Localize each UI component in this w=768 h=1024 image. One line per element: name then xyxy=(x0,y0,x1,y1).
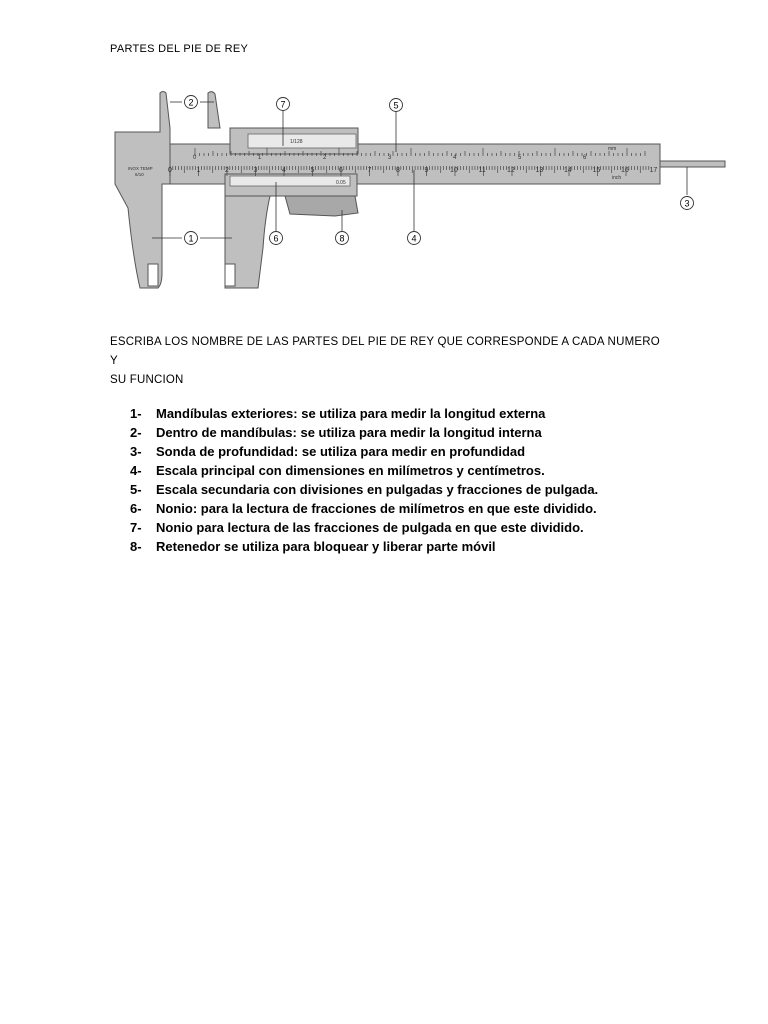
inch-label: 6 xyxy=(583,155,587,161)
list-item xyxy=(130,423,598,442)
list-item xyxy=(130,461,598,480)
svg-text:7: 7 xyxy=(280,99,286,110)
mm-unit-label: mm xyxy=(608,146,617,152)
svg-text:4: 4 xyxy=(411,233,417,244)
inch-label: 3 xyxy=(388,155,392,161)
svg-text:8: 8 xyxy=(339,233,345,244)
moving-upper-jaw xyxy=(208,92,220,128)
list-item xyxy=(130,442,598,461)
callout-3 xyxy=(681,197,694,210)
item-text: Escala secundaria con divisiones en pulgadas y fracciones de pulgada. xyxy=(156,482,599,497)
mm-label: 8 xyxy=(396,167,400,174)
item-text: Retenedor se utiliza para bloquear y liberar parte móvil xyxy=(156,539,496,554)
page-title: PARTES DEL PIE DE REY xyxy=(110,43,249,55)
inch-label: 1 xyxy=(258,155,262,161)
item-number: 4- xyxy=(130,463,142,478)
callout-6 xyxy=(270,232,283,245)
item-number: 3- xyxy=(130,444,142,459)
item-text: Mandíbulas exteriores: se utiliza para medir la longitud externa xyxy=(156,406,546,421)
list-item xyxy=(130,480,598,499)
mm-label: 4 xyxy=(282,167,286,174)
list-item xyxy=(130,537,598,556)
svg-text:2: 2 xyxy=(188,97,194,108)
mm-label: 5 xyxy=(310,167,315,174)
question-text xyxy=(110,333,670,390)
mm-label: 6 xyxy=(339,167,343,174)
item-text: Dentro de mandíbulas: se utiliza para medir la longitud interna xyxy=(156,425,542,440)
mm-label: 1 xyxy=(196,167,201,174)
vernier-top-value: 1/128 xyxy=(290,139,303,145)
callout-5 xyxy=(390,99,403,112)
item-number: 6- xyxy=(130,501,142,516)
question-line-2: SU FUNCION xyxy=(110,374,184,386)
item-text: Escala principal con dimensiones en milímetros y centímetros. xyxy=(156,463,545,478)
mm-label: 10 xyxy=(450,167,458,174)
list-item xyxy=(130,404,598,423)
lock-screw xyxy=(285,196,358,216)
mm-label: 11 xyxy=(478,167,486,174)
inch-label: 2 xyxy=(323,155,327,161)
callout-1 xyxy=(185,232,198,245)
mm-label: 16 xyxy=(621,167,629,174)
question-line-1: ESCRIBA LOS NOMBRE DE LAS PARTES DEL PIE DE REY QUE CORRESPONDE A CADA NUMERO Y xyxy=(110,336,660,367)
fixed-jaw xyxy=(115,92,170,289)
jaw-text-2: 6/10 xyxy=(135,172,144,177)
item-number: 2- xyxy=(130,425,142,440)
mm-label: 15 xyxy=(592,167,601,174)
item-number: 7- xyxy=(130,520,142,535)
mm-label: 0 xyxy=(168,167,172,174)
caliper-diagram xyxy=(100,88,740,298)
mm-label: 13 xyxy=(535,167,544,174)
list-item xyxy=(130,499,598,518)
inch-label: 0 xyxy=(193,155,197,161)
depth-rod xyxy=(660,161,725,167)
item-text: Nonio: para la lectura de fracciones de milímetros en que este dividido. xyxy=(156,501,597,516)
mm-label: 12 xyxy=(507,167,515,174)
callout-2 xyxy=(185,96,198,109)
mm-label: 7 xyxy=(367,167,372,174)
mm-label: 14 xyxy=(564,167,572,174)
item-number: 1- xyxy=(130,406,142,421)
mm-label: 9 xyxy=(424,167,429,174)
svg-text:6: 6 xyxy=(273,233,279,244)
callout-7 xyxy=(277,98,290,111)
list-item xyxy=(130,518,598,537)
answer-list xyxy=(130,404,598,556)
svg-text:5: 5 xyxy=(393,100,399,111)
vernier-bottom-value: 0.05 xyxy=(336,180,346,186)
inch-label: 5 xyxy=(518,155,522,161)
inch-unit-label: inch xyxy=(612,175,622,181)
main-beam xyxy=(115,144,660,184)
jaw-text: INOX TEMP xyxy=(128,166,153,171)
svg-text:1: 1 xyxy=(188,233,194,244)
item-number: 5- xyxy=(130,482,142,497)
svg-text:3: 3 xyxy=(684,198,690,209)
item-number: 8- xyxy=(130,539,142,554)
callout-8 xyxy=(336,232,349,245)
mm-label: 17 xyxy=(649,167,658,174)
mm-label: 2 xyxy=(225,167,229,174)
item-text: Sonda de profundidad: se utiliza para medir en profundidad xyxy=(156,444,526,459)
callout-4 xyxy=(408,232,421,245)
mm-label: 3 xyxy=(253,167,258,174)
item-text: Nonio para lectura de las fracciones de pulgada en que este dividido. xyxy=(156,520,584,535)
inch-label: 4 xyxy=(453,155,457,161)
